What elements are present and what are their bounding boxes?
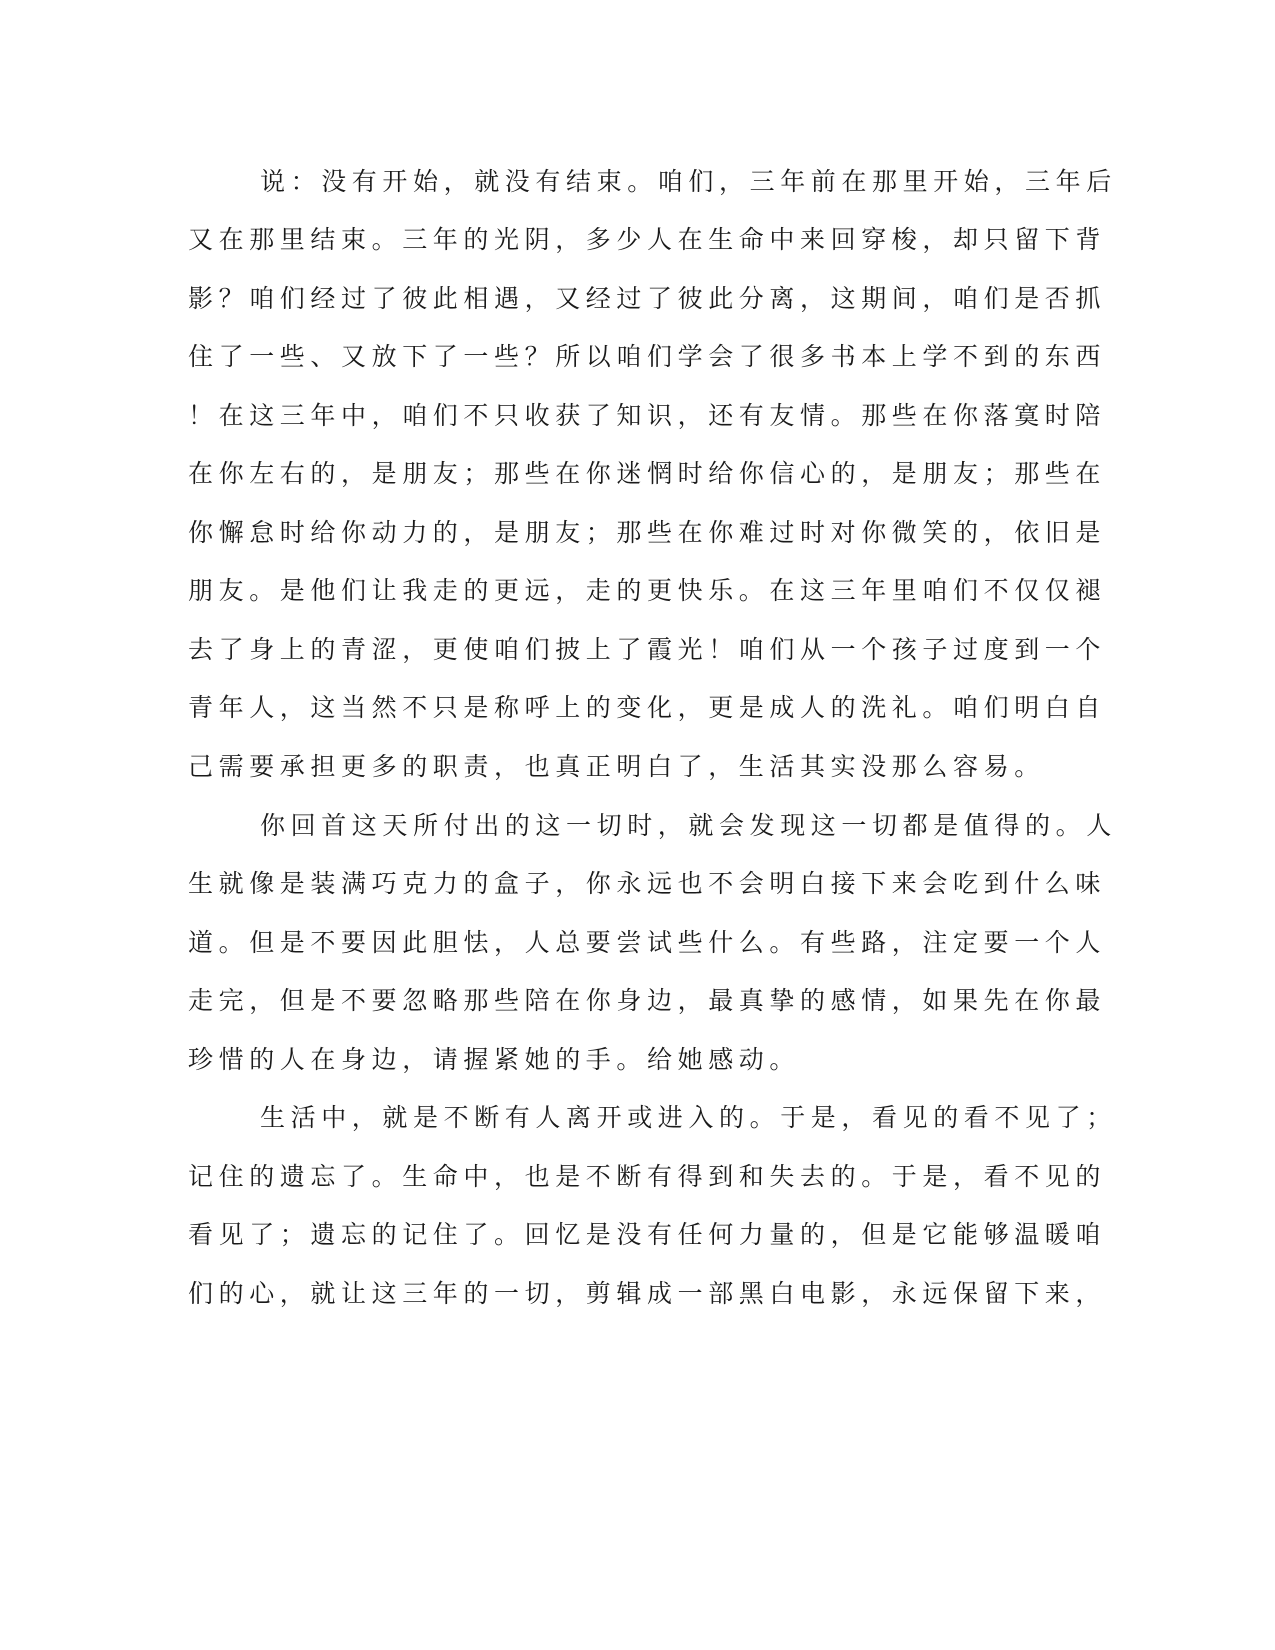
paragraph-2-line-1: 你回首这天所付出的这一切时，就会发现这一切都是值得的。人 [260, 811, 1117, 840]
paragraph-2-line-2: 生就像是装满巧克力的盒子，你永远也不会明白接下来会吃到什么味 [188, 869, 1107, 898]
paragraph-2-line-3: 道。但是不要因此胆怯，人总要尝试些什么。有些路，注定要一个人 [188, 928, 1107, 957]
paragraph-1-line-9: 去了身上的青涩，更使咱们披上了霞光！咱们从一个孩子过度到一个 [188, 635, 1107, 664]
paragraph-1-line-1: 说：没有开始，就没有结束。咱们，三年前在那里开始，三年后 [260, 167, 1117, 196]
paragraph-3-line-4: 们的心，就让这三年的一切，剪辑成一部黑白电影，永远保留下来， [188, 1279, 1107, 1308]
paragraph-1-line-5: ！在这三年中，咱们不只收获了知识，还有友情。那些在你落寞时陪 [188, 401, 1107, 430]
paragraph-2-line-4: 走完，但是不要忽略那些陪在你身边，最真挚的感情，如果先在你最 [188, 986, 1107, 1015]
paragraph-1-line-4: 住了一些、又放下了一些？所以咱们学会了很多书本上学不到的东西 [188, 342, 1107, 371]
paragraph-1-line-2: 又在那里结束。三年的光阴，多少人在生命中来回穿梭，却只留下背 [188, 225, 1107, 254]
paragraph-1-line-7: 你懈怠时给你动力的，是朋友；那些在你难过时对你微笑的，依旧是 [188, 518, 1107, 547]
paragraph-3-line-1: 生活中，就是不断有人离开或进入的。于是，看见的看不见了； [260, 1103, 1117, 1132]
paragraph-3-line-2: 记住的遗忘了。生命中，也是不断有得到和失去的。于是，看不见的 [188, 1162, 1107, 1191]
paragraph-3-line-3: 看见了；遗忘的记住了。回忆是没有任何力量的，但是它能够温暖咱 [188, 1220, 1107, 1249]
paragraph-1-line-6: 在你左右的，是朋友；那些在你迷惘时给你信心的，是朋友；那些在 [188, 459, 1107, 488]
paragraph-1-line-8: 朋友。是他们让我走的更远，走的更快乐。在这三年里咱们不仅仅褪 [188, 576, 1107, 605]
paragraph-1-line-3: 影？咱们经过了彼此相遇，又经过了彼此分离，这期间，咱们是否抓 [188, 284, 1107, 313]
paragraph-1-line-10: 青年人，这当然不只是称呼上的变化，更是成人的洗礼。咱们明白自 [188, 693, 1107, 722]
paragraph-2-line-5: 珍惜的人在身边，请握紧她的手。给她感动。 [188, 1045, 801, 1074]
paragraph-1-line-11: 己需要承担更多的职责，也真正明白了，生活其实没那么容易。 [188, 752, 1045, 781]
